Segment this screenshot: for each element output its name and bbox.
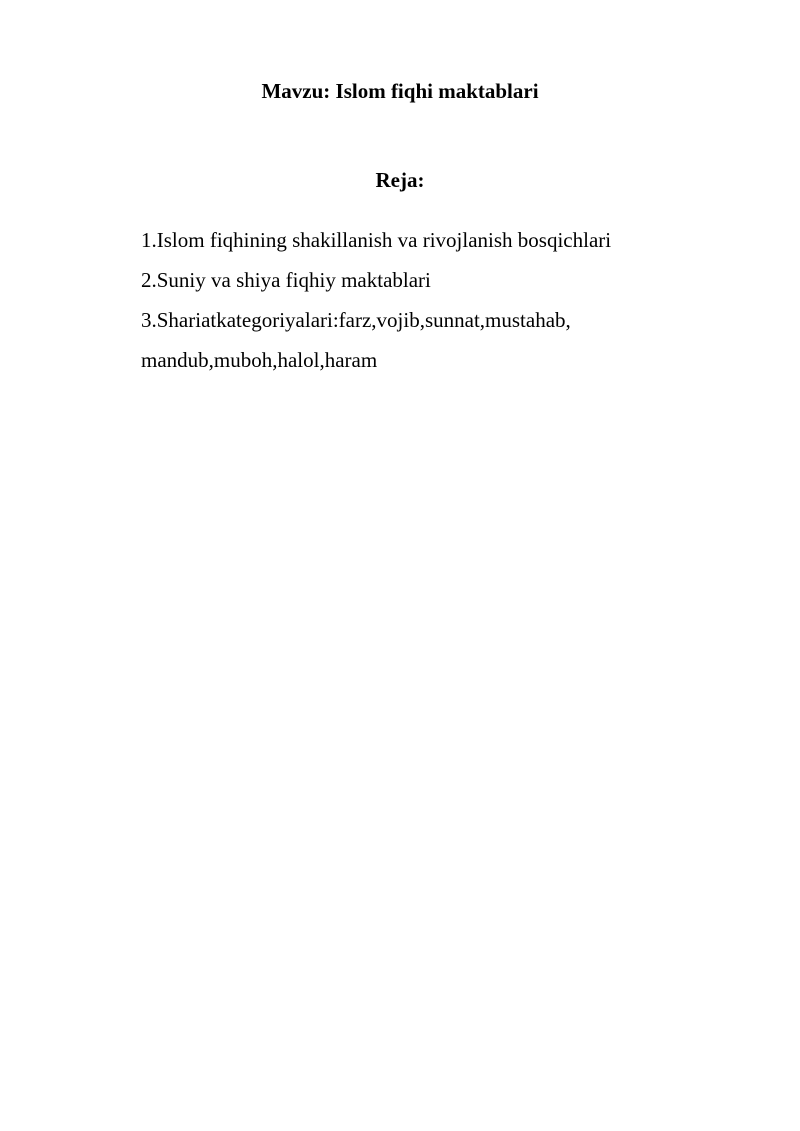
plan-item-3-text-line-1: 3.Shariatkategoriyalari:farz,vojib,sunnat,mustahab,: [141, 308, 571, 332]
plan-item-1: [141, 226, 721, 254]
plan-item-2: [141, 266, 721, 294]
plan-item-3: [141, 306, 721, 374]
plan-item-2-text: 2.Suniy va shiya fiqhiy maktablari: [141, 268, 431, 292]
plan-list: [141, 226, 721, 386]
plan-item-3-text-line-2: mandub,muboh,halol,haram: [141, 348, 378, 372]
plan-item-1-text: 1.Islom fiqhining shakillanish va rivojlanish bosqichlari: [141, 228, 612, 252]
plan-heading: Reja:: [375, 168, 425, 192]
document-title: Mavzu: Islom fiqhi maktablari: [261, 79, 539, 103]
